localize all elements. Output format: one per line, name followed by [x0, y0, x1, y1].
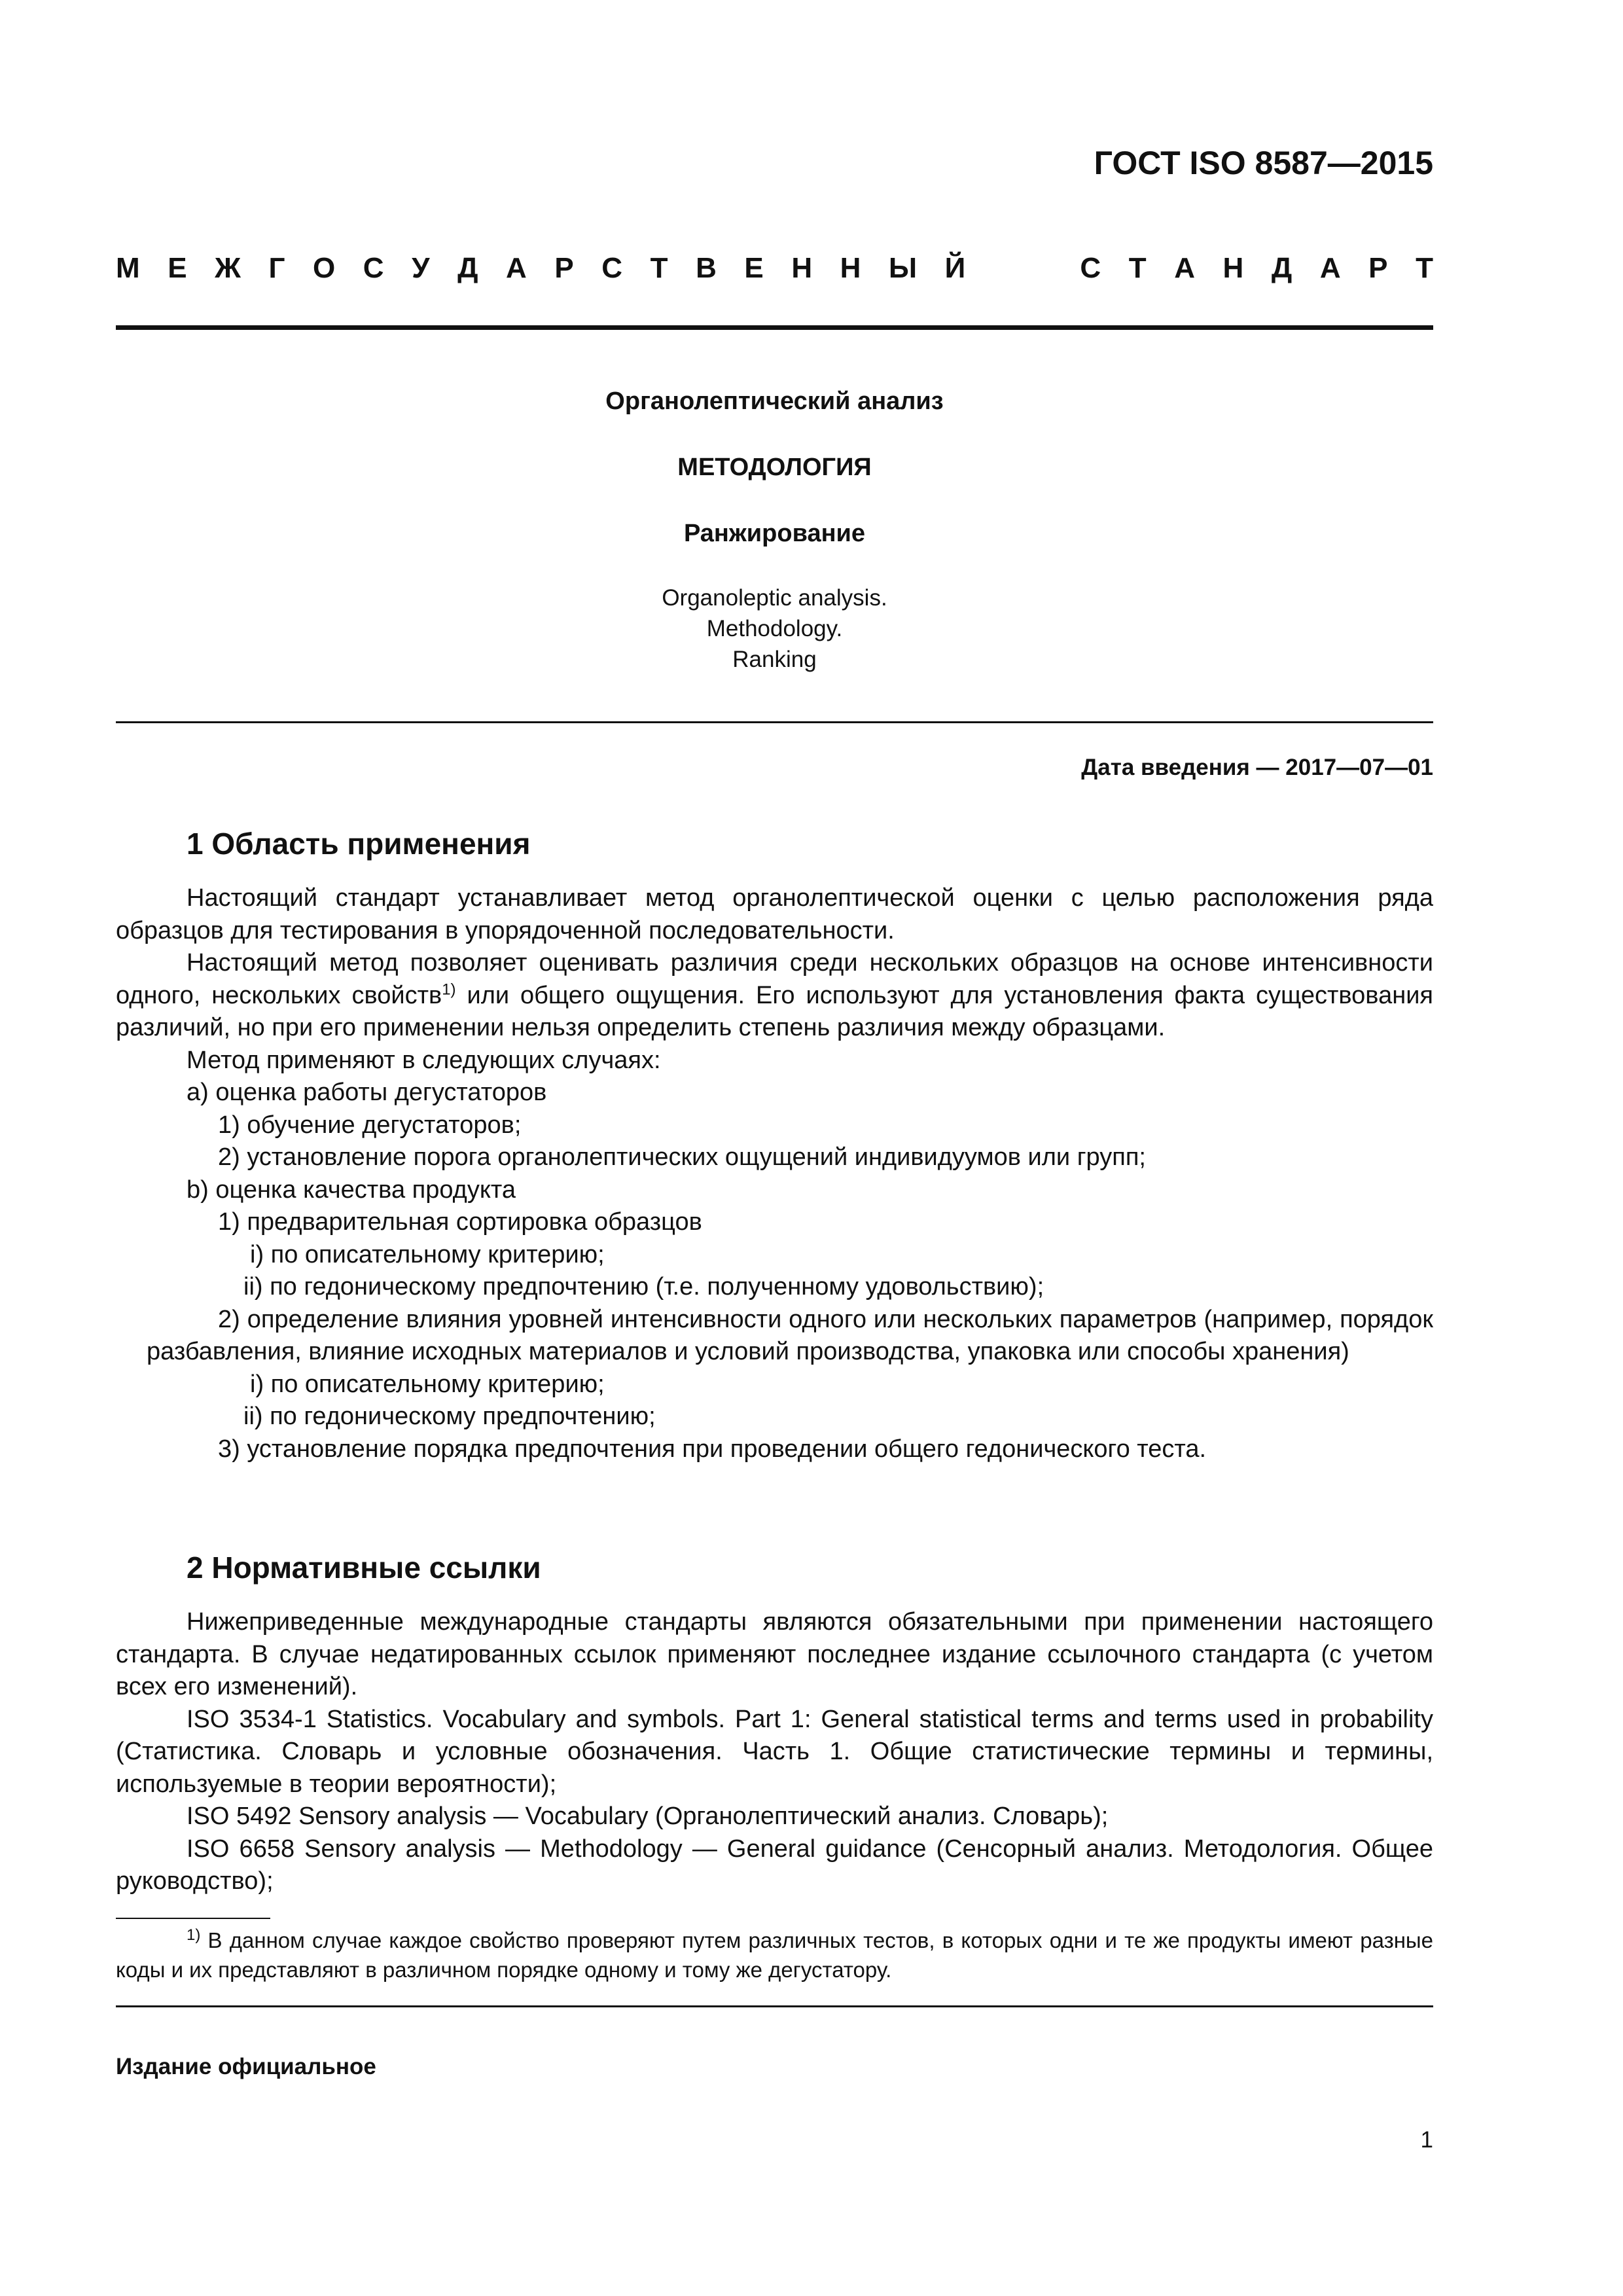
- title-ru-line1: Органолептический анализ: [605, 387, 944, 415]
- title-en-line2: Methodology.: [706, 616, 843, 641]
- banner-letter: У: [412, 252, 430, 284]
- banner-letter: Й: [944, 252, 966, 284]
- banner-letter: А: [1174, 252, 1195, 284]
- official-edition-label: Издание официальное: [116, 2054, 376, 2079]
- list-item: 1) предварительная сортировка образцов: [218, 1208, 702, 1236]
- title-en: [116, 583, 1433, 675]
- title-en-line1: Organoleptic analysis.: [662, 585, 887, 611]
- footnote-separator: [116, 1918, 270, 1919]
- footnote-mark: 1): [187, 1926, 201, 1944]
- title-ru-line2: МЕТОДОЛОГИЯ: [677, 454, 872, 481]
- banner-letter: Д: [457, 252, 478, 284]
- banner-letter: В: [696, 252, 717, 284]
- list-item: i) по описательному критерию;: [250, 1370, 605, 1398]
- banner-letter: Н: [840, 252, 861, 284]
- introduction-date: Дата введения — 2017—07—01: [1081, 755, 1433, 780]
- banner-letter: Ж: [215, 252, 241, 284]
- banner-letter: С: [601, 252, 623, 284]
- list-item: ii) по гедоническому предпочтению (т.е. полученному удовольствию);: [243, 1273, 1044, 1300]
- section-1-heading: 1 Область применения: [187, 827, 531, 861]
- header-rule: [116, 325, 1433, 330]
- banner-letter: Р: [1368, 252, 1388, 284]
- list-item: 2) определение влияния уровней интенсивности одного или нескольких параметров (например, порядок разбавления, влияние исходных материалов и условий производства, упаковка или способы хранения): [147, 1305, 1433, 1365]
- banner-letter: О: [313, 252, 336, 284]
- list-item: a) оценка работы дегустаторов: [187, 1079, 547, 1106]
- footnote: [116, 1926, 1433, 1984]
- paragraph-text: или общего ощущения. Его используют для установления факта существования различий, но при его применении нельзя определить степень различия между образцами.: [116, 981, 1433, 1041]
- banner-gap: [993, 252, 1052, 285]
- paragraph: Метод применяют в следующих случаях:: [187, 1046, 661, 1074]
- banner-letter: Е: [168, 252, 187, 284]
- banner-letter: Т: [650, 252, 668, 284]
- banner-letter: Е: [744, 252, 764, 284]
- document-code: ГОСТ ISO 8587—2015: [1094, 145, 1433, 181]
- list-item: 3) установление порядка предпочтения при проведении общего гедонического теста.: [218, 1435, 1207, 1463]
- banner-letter: Д: [1271, 252, 1293, 284]
- list-item: i) по описательному критерию;: [250, 1240, 605, 1268]
- banner-letter: Р: [554, 252, 574, 284]
- banner-letter: С: [363, 252, 384, 284]
- banner-letter: Н: [791, 252, 813, 284]
- reference-item: ISO 3534-1 Statistics. Vocabulary and symbols. Part 1: General statistical terms and terms used in probability (Статистика. Словарь и условные обозначения. Часть 1. Общие статистические термины и термины, используемые в теории вероятности);: [116, 1705, 1433, 1798]
- reference-item: ISO 5492 Sensory analysis — Vocabulary (Органолептический анализ. Словарь);: [187, 1803, 1109, 1830]
- banner-letter: А: [1319, 252, 1341, 284]
- interstate-standard-banner: [116, 252, 1433, 285]
- list-item: ii) по гедоническому предпочтению;: [243, 1403, 656, 1430]
- footnote-ref[interactable]: 1): [442, 980, 456, 998]
- paragraph-text: Настоящий метод позволяет оценивать различия среди нескольких образцов на основе интенсивности одного, нескольких свойств: [116, 949, 1433, 1009]
- banner-letter: Т: [1128, 252, 1147, 284]
- banner-letter: Т: [1416, 252, 1433, 284]
- banner-letter: Г: [268, 252, 285, 284]
- banner-letter: Н: [1222, 252, 1244, 284]
- banner-letter: Ы: [889, 252, 918, 284]
- banner-letter: А: [506, 252, 527, 284]
- list-item: b) оценка качества продукта: [187, 1175, 516, 1204]
- list-item: 2) установление порога органолептических ощущений индивидуумов или групп;: [218, 1143, 1146, 1171]
- paragraph: Настоящий стандарт устанавливает метод органолептической оценки с целью расположения ряда образцов для тестирования в упорядоченной последовательности.: [116, 884, 1433, 944]
- banner-letter: С: [1080, 252, 1101, 284]
- section-1-body: [116, 882, 1433, 1465]
- title-en-line3: Ranking: [732, 647, 817, 672]
- title-rule: [116, 721, 1433, 723]
- paragraph: [116, 947, 1433, 1045]
- banner-letter: М: [116, 252, 140, 284]
- paragraph: Нижеприведенные международные стандарты являются обязательными при применении настоящего стандарта. В случае недатированных ссылок применяют последнее издание ссылочного стандарта (с учетом всех его изменений).: [116, 1608, 1433, 1700]
- list-item: 1) обучение дегустаторов;: [218, 1111, 522, 1139]
- reference-item: ISO 6658 Sensory analysis — Methodology — General guidance (Сенсорный анализ. Методология. Общее руководство);: [116, 1835, 1433, 1895]
- footer-rule: [116, 2005, 1433, 2007]
- section-2-heading: 2 Нормативные ссылки: [187, 1551, 541, 1585]
- page-number: 1: [1420, 2127, 1433, 2153]
- title-ru-line3: Ранжирование: [683, 520, 866, 547]
- section-2-body: [116, 1606, 1433, 1898]
- footnote-text: В данном случае каждое свойство проверяют путем различных тестов, в которых одни и те же продукты имеют разные коды и их представляют в различном порядке одному и тому же дегустатору.: [116, 1928, 1433, 1982]
